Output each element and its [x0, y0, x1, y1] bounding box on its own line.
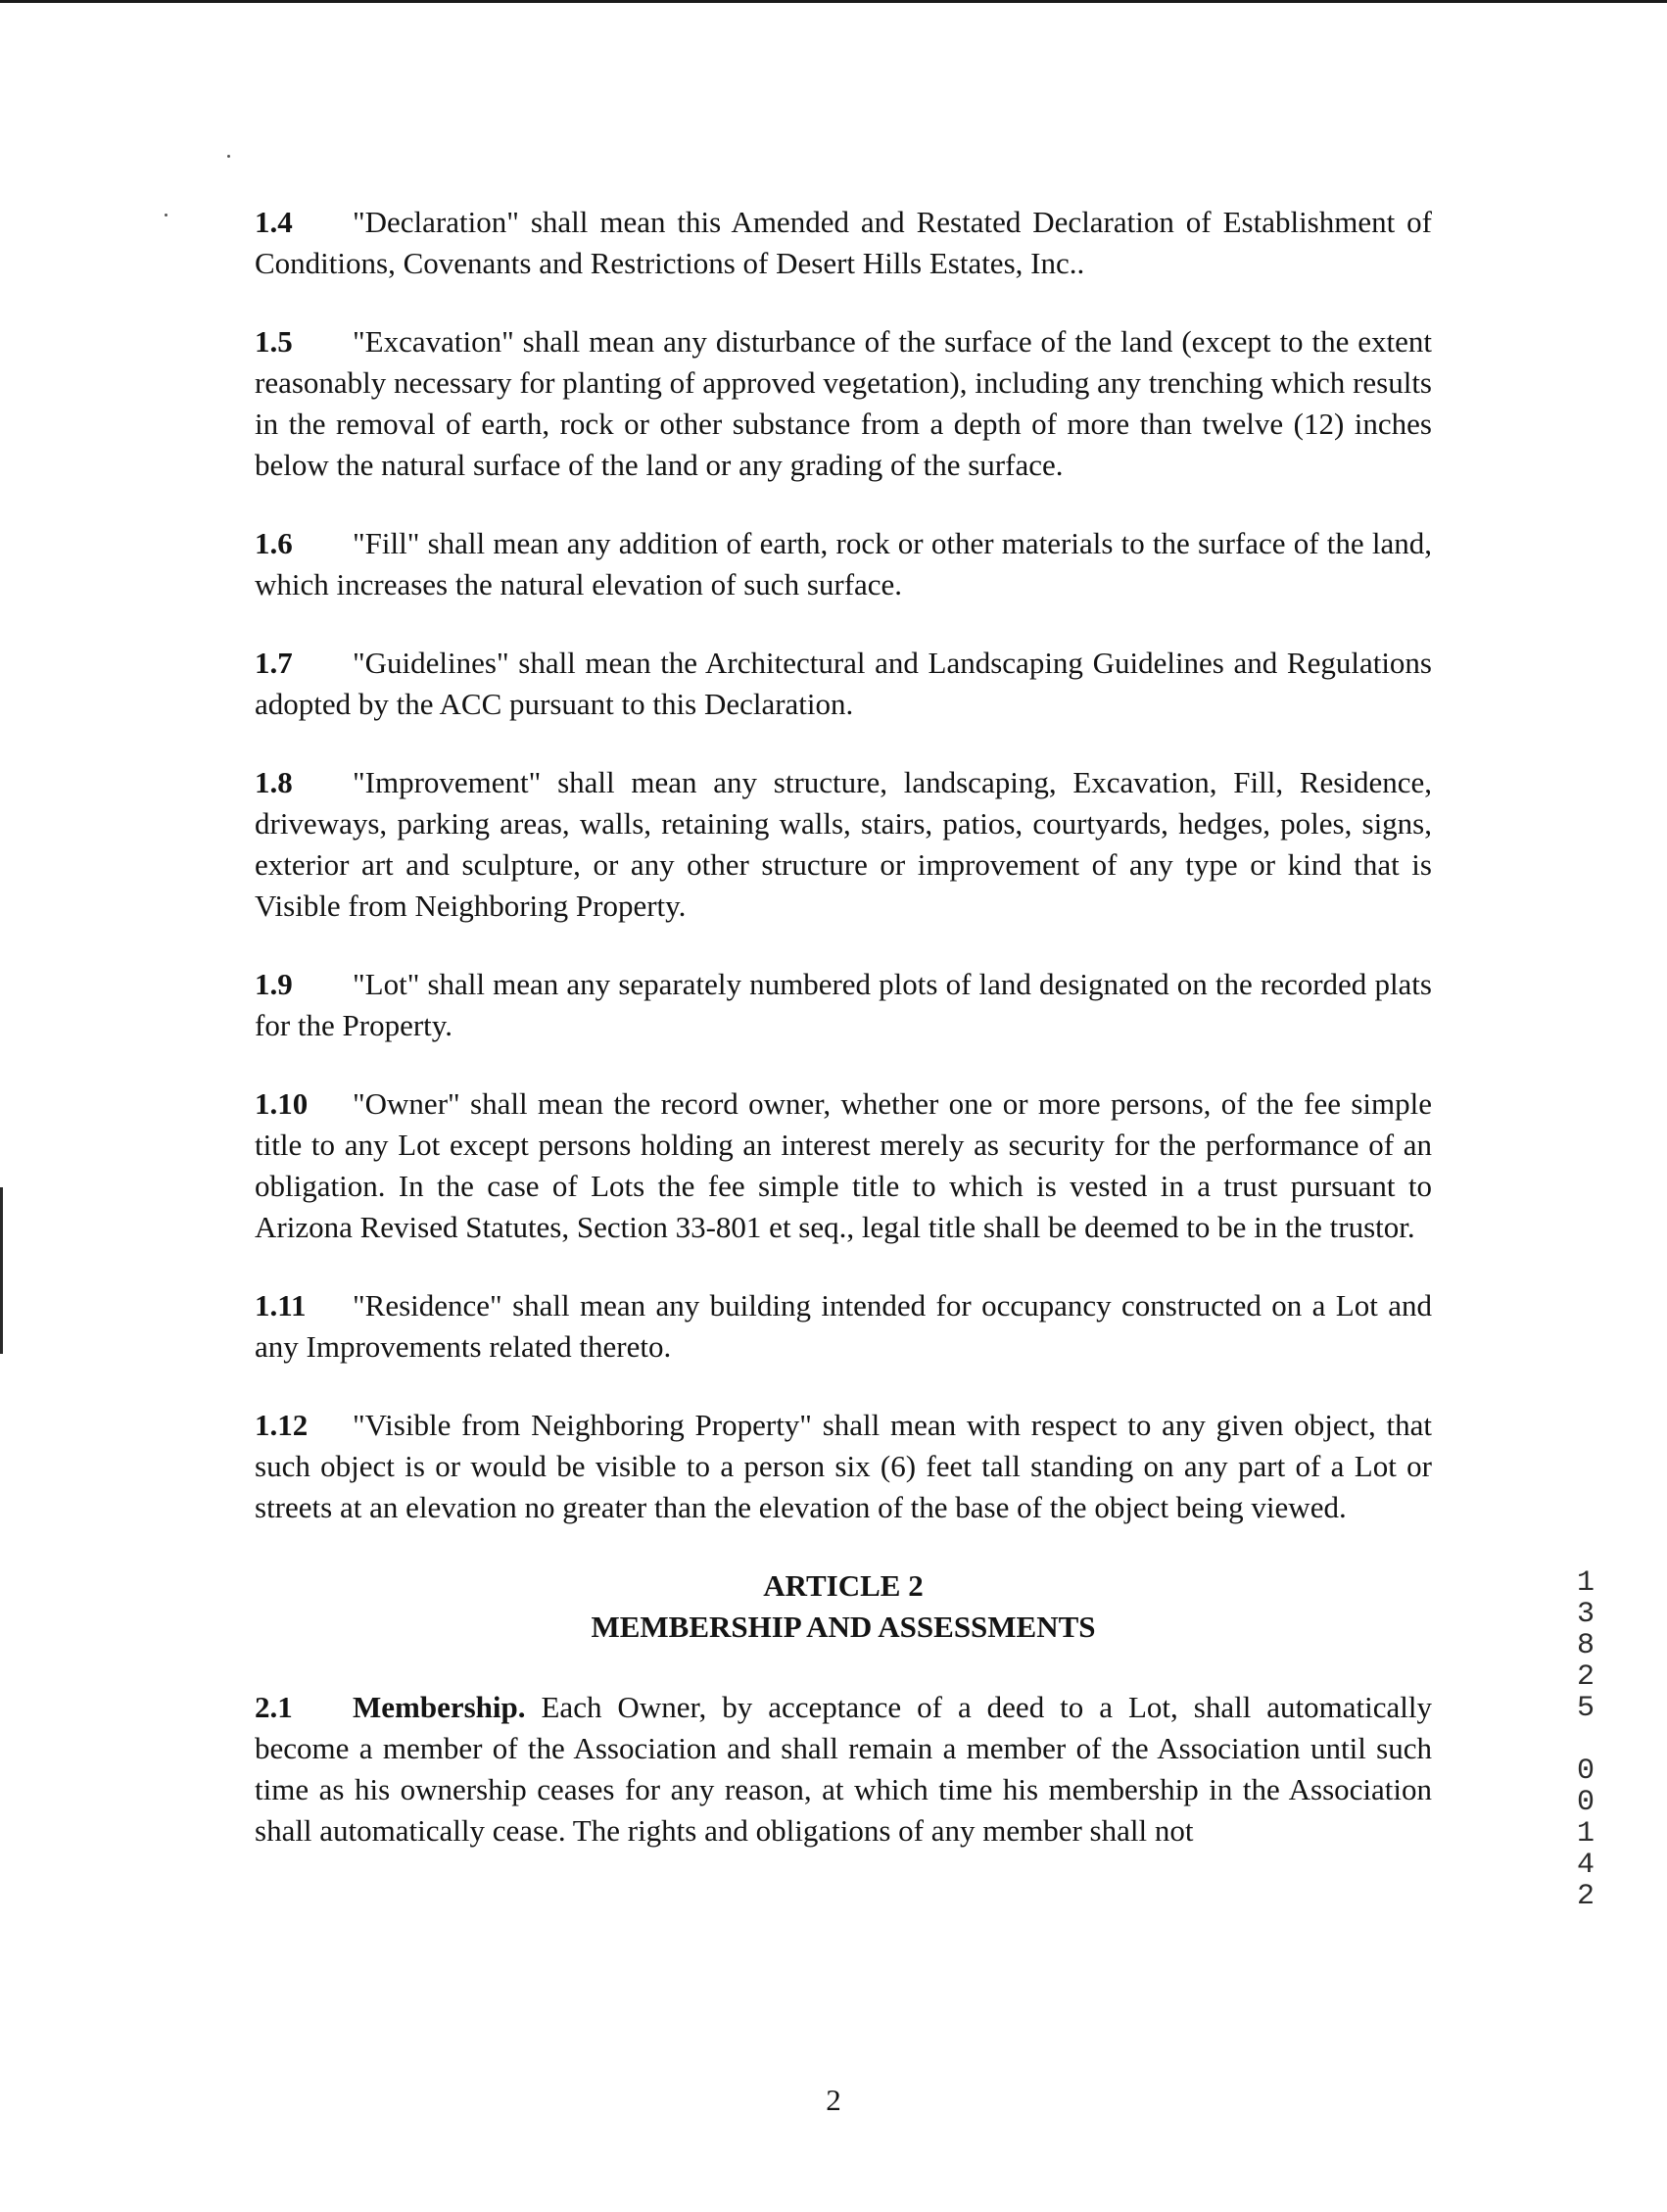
section-number: 2.1: [255, 1690, 293, 1724]
page-number: 2: [826, 2083, 841, 2117]
definition-1-12: [255, 1405, 1432, 1528]
definition-1-10: [255, 1083, 1432, 1248]
definition-1-7: [255, 643, 1432, 725]
section-number: 1.9: [255, 967, 293, 1001]
section-title: Membership.: [353, 1690, 526, 1724]
scan-speck: [227, 155, 230, 158]
section-number: 1.5: [255, 324, 293, 359]
section-number: 1.12: [255, 1408, 309, 1442]
section-text: "Owner" shall mean the record owner, whether one or more persons, of the fee simple title to any Lot except persons holding an interest merely as security for the performance of an obligation. In the case of Lots the fee simple title to which is vested in a trust pursuant to Arizona Revised Statutes, Section 33-801 et seq., legal title shall be deemed to be in the trustor.: [255, 1086, 1432, 1244]
section-text: "Fill" shall mean any addition of earth, rock or other materials to the surface of the land, which increases the natural elevation of such surface.: [255, 526, 1432, 601]
section-number: 1.6: [255, 526, 293, 560]
definition-1-4: [255, 202, 1432, 284]
section-text: "Excavation" shall mean any disturbance of the surface of the land (except to the extent reasonably necessary for planting of approved vegetation), including any trenching which results in the removal of earth, rock or other substance from a depth of more than twelve (12) inches below the natural surface of the land or any grading of the surface.: [255, 324, 1432, 482]
section-number: 1.11: [255, 1288, 307, 1322]
top-scan-border: [0, 0, 1667, 3]
section-text: "Lot" shall mean any separately numbered plots of land designated on the recorded plats for the Property.: [255, 967, 1432, 1042]
section-text: "Guidelines" shall mean the Architectural and Landscaping Guidelines and Regulations adopted by the ACC pursuant to this Declaration.: [255, 646, 1432, 721]
document-body: [255, 202, 1432, 1889]
section-text: "Declaration" shall mean this Amended and Restated Declaration of Establishment of Conditions, Covenants and Restrictions of Desert Hills Estates, Inc..: [255, 205, 1432, 280]
section-number: 1.7: [255, 646, 293, 680]
definition-1-5: [255, 321, 1432, 486]
section-number: 1.8: [255, 765, 293, 799]
article-number: ARTICLE 2: [763, 1568, 924, 1603]
definition-1-11: [255, 1285, 1432, 1368]
section-number: 1.10: [255, 1086, 309, 1121]
definition-1-9: [255, 964, 1432, 1046]
section-text: "Visible from Neighboring Property" shall mean with respect to any given object, that such object is or would be visible to a person six (6) feet tall standing on any part of a Lot or streets at an elevation no greater than the elevation of the base of the object being viewed.: [255, 1408, 1432, 1524]
definition-1-8: [255, 762, 1432, 927]
section-text: Each Owner, by acceptance of a deed to a Lot, shall automatically become a member of the Association and shall remain a member of the Association until such time as his ownership ceases for any reason, at which time his membership in the Association shall automatically cease. The rights and obligations of any member shall not: [255, 1690, 1432, 1848]
section-text: "Improvement" shall mean any structure, landscaping, Excavation, Fill, Residence, driveways, parking areas, walls, retaining walls, stairs, patios, courtyards, hedges, poles, signs, exterior art and sculpture, or any other structure or improvement of any type or kind that is Visible from Neighboring Property.: [255, 765, 1432, 923]
left-scan-mark: [0, 1187, 3, 1354]
article-heading: [255, 1565, 1432, 1648]
section-number: 1.4: [255, 205, 293, 239]
recording-stamp: [1566, 1567, 1605, 1912]
scan-speck: [165, 214, 167, 216]
article-title: MEMBERSHIP AND ASSESSMENTS: [591, 1610, 1096, 1644]
recording-number: 1 3 8 2 5 0 0 1 4 2: [1576, 1566, 1595, 1913]
section-2-1: [255, 1687, 1432, 1851]
section-text: "Residence" shall mean any building intended for occupancy constructed on a Lot and any Improvements related thereto.: [255, 1288, 1432, 1364]
definition-1-6: [255, 523, 1432, 605]
